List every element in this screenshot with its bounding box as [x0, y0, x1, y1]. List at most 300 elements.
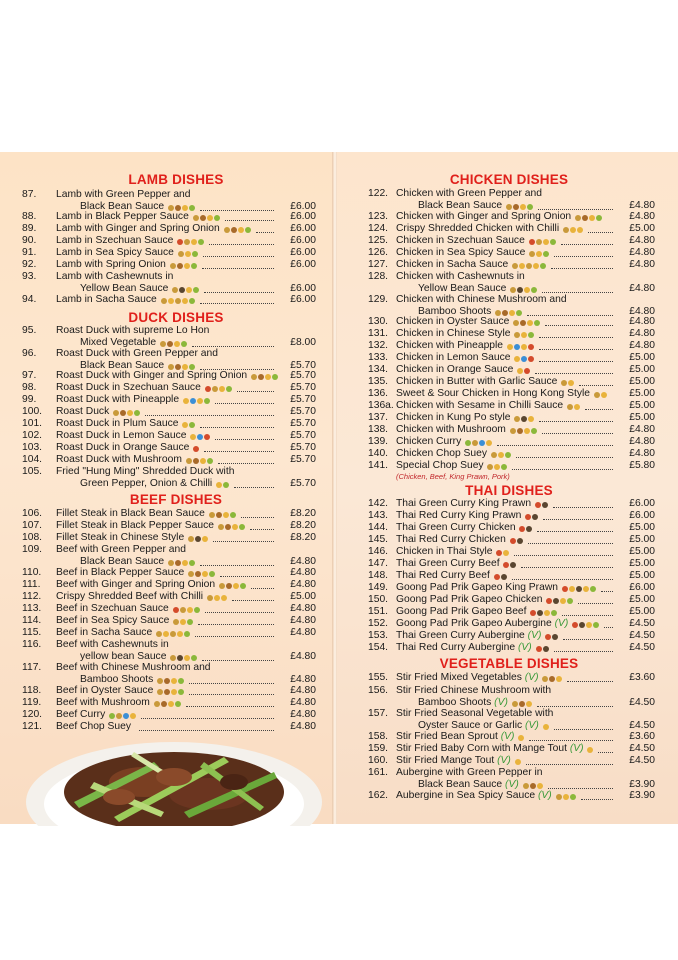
item-number: 159. — [368, 743, 389, 754]
dietary-icons — [525, 511, 539, 519]
dish-ingredient-icon — [512, 701, 518, 707]
item-name-text: Roast Duck — [56, 406, 110, 417]
dotted-leader — [209, 244, 274, 245]
item-number: 90. — [22, 235, 37, 246]
item-name — [56, 442, 201, 454]
item-name-text: Chicken with Sesame in Chilli Sauce — [396, 400, 564, 411]
dish-ingredient-icon — [544, 610, 550, 616]
item-number: 151. — [368, 606, 389, 617]
dotted-leader — [539, 361, 613, 362]
dish-ingredient-icon — [553, 598, 559, 604]
item-number: 96. — [22, 348, 37, 359]
item-name — [56, 466, 234, 478]
item-price: £4.80 — [629, 436, 655, 447]
item-tail — [187, 430, 213, 441]
dietary-icons — [575, 212, 603, 220]
dish-ingredient-icon — [545, 634, 551, 640]
dish-ingredient-icon — [193, 458, 199, 464]
item-name-text: Aubergine with Green Pepper in — [396, 767, 543, 778]
item-name — [56, 685, 186, 697]
dish-ingredient-icon — [587, 747, 593, 753]
dish-ingredient-icon — [529, 239, 535, 245]
dotted-leader — [186, 706, 274, 707]
dish-ingredient-icon — [177, 263, 183, 269]
item-name-text: Chicken in Oyster Sauce — [396, 316, 510, 327]
item-price: £6.00 — [290, 283, 316, 294]
dish-ingredient-icon — [563, 794, 569, 800]
dietary-icons — [190, 431, 211, 439]
item-number: 127. — [368, 259, 389, 270]
dietary-icons — [542, 673, 563, 681]
dish-ingredient-icon — [178, 678, 184, 684]
dotted-leader — [192, 346, 274, 347]
dish-ingredient-icon — [517, 287, 523, 293]
dish-ingredient-icon — [197, 434, 203, 440]
item-number: 143. — [368, 510, 389, 521]
item-name-text: Thai Red Curry King Prawn — [396, 510, 522, 521]
dish-ingredient-icon — [216, 482, 222, 488]
dish-ingredient-icon — [520, 204, 526, 210]
item-number: 145. — [368, 534, 389, 545]
item-name — [56, 662, 211, 674]
dish-ingredient-icon — [168, 364, 174, 370]
dotted-leader — [200, 303, 274, 304]
dietary-icons — [183, 395, 211, 403]
item-name — [396, 259, 548, 271]
dotted-leader — [567, 681, 613, 682]
dotted-leader — [189, 683, 274, 684]
item-name-text: Stir Fried Mixed Vegetables — [396, 672, 522, 683]
item-name — [396, 570, 509, 582]
dish-ingredient-icon — [561, 380, 567, 386]
dish-ingredient-icon — [526, 526, 532, 532]
item-tail — [567, 743, 595, 754]
item-tail — [506, 534, 525, 545]
item-tail — [500, 558, 519, 569]
item-tail — [201, 382, 234, 393]
dish-ingredient-icon — [245, 227, 251, 233]
dish-ingredient-icon — [519, 526, 525, 532]
dotted-leader — [203, 256, 274, 257]
item-price: £6.00 — [290, 223, 316, 234]
item-price: £6.00 — [290, 294, 316, 305]
item-tail — [525, 235, 558, 246]
item-name — [396, 340, 536, 352]
item-name-text: Thai Red Curry Aubergine — [396, 642, 516, 653]
item-name — [56, 325, 209, 337]
section-title: DUCK DISHES — [128, 310, 224, 325]
item-tail — [205, 508, 238, 519]
dish-ingredient-icon — [569, 586, 575, 592]
item-price: £4.80 — [290, 685, 316, 696]
item-name-text: Chicken with Pineapple — [396, 340, 504, 351]
item-name — [56, 294, 197, 306]
dish-ingredient-icon — [183, 398, 189, 404]
dietary-icons — [561, 377, 575, 385]
dish-ingredient-icon — [506, 204, 512, 210]
vegetarian-mark: (V) — [537, 790, 552, 801]
dish-ingredient-icon — [531, 287, 537, 293]
dotted-leader — [512, 469, 613, 470]
section-title: CHICKEN DISHES — [449, 172, 569, 187]
item-name-text: Chicken with Mushroom — [396, 424, 506, 435]
item-price: £5.00 — [629, 570, 655, 581]
dietary-icons — [519, 523, 533, 531]
dietary-icons — [563, 224, 584, 232]
item-name-text: Beef with Cashewnuts in — [56, 639, 169, 650]
item-name — [56, 235, 206, 247]
dish-ingredient-icon — [187, 619, 193, 625]
item-price: £5.00 — [629, 606, 655, 617]
dish-ingredient-icon — [521, 416, 527, 422]
dish-ingredient-icon — [570, 227, 576, 233]
item-name-text: Goong Pad Prik Gapeo Beef — [396, 606, 527, 617]
item-number: 136. — [368, 388, 389, 399]
item-name-text: Thai Green Curry King Prawn — [396, 498, 532, 509]
dish-ingredient-icon — [194, 607, 200, 613]
item-name-text: Lamb in Black Pepper Sauce — [56, 211, 189, 222]
item-tail — [493, 546, 512, 557]
item-number: 133. — [368, 352, 389, 363]
dish-ingredient-icon — [567, 598, 573, 604]
item-name — [396, 743, 595, 755]
item-name — [396, 546, 511, 558]
item-name-continued — [80, 478, 231, 490]
dish-ingredient-icon — [204, 434, 210, 440]
item-name-continued-text: Black Bean Sauce — [80, 360, 165, 371]
item-name — [396, 685, 551, 697]
dish-ingredient-icon — [189, 298, 195, 304]
dish-ingredient-icon — [188, 571, 194, 577]
dotted-leader — [202, 660, 274, 661]
dish-ingredient-icon — [189, 205, 195, 211]
item-tail — [169, 603, 202, 614]
dish-ingredient-icon — [586, 622, 592, 628]
item-number: 148. — [368, 570, 389, 581]
dotted-leader — [200, 427, 274, 428]
item-price: £5.70 — [290, 454, 316, 465]
item-name — [56, 189, 191, 201]
item-name-text: Crispy Shredded Beef with Chilli — [56, 591, 204, 602]
item-name-text: Stir Fried Chinese Mushroom with — [396, 685, 552, 696]
dotted-leader — [225, 220, 274, 221]
dish-ingredient-icon — [195, 536, 201, 542]
item-number: 134. — [368, 364, 389, 375]
item-tail — [503, 340, 536, 351]
item-name-continued-text: Black Bean Sauce — [80, 556, 165, 567]
dish-ingredient-icon — [528, 332, 534, 338]
dish-ingredient-icon — [175, 364, 181, 370]
dish-ingredient-icon — [495, 310, 501, 316]
item-price: £6.00 — [290, 259, 316, 270]
item-name-text: Chicken in Lemon Sauce — [396, 352, 511, 363]
dish-ingredient-icon — [501, 464, 507, 470]
dish-ingredient-icon — [536, 239, 542, 245]
item-number: 97. — [22, 370, 37, 381]
item-name — [56, 430, 212, 442]
item-tail — [557, 376, 576, 387]
dietary-icons — [207, 592, 228, 600]
dish-ingredient-icon — [531, 428, 537, 434]
dish-ingredient-icon — [200, 458, 206, 464]
dish-ingredient-icon — [549, 676, 555, 682]
dish-ingredient-icon — [593, 622, 599, 628]
dish-ingredient-icon — [551, 610, 557, 616]
dish-ingredient-icon — [173, 619, 179, 625]
item-price: £5.80 — [629, 460, 655, 471]
item-name-text: Roast Duck with Mushroom — [56, 454, 182, 465]
section-note: (Chicken, Beef, King Prawn, Pork) — [396, 472, 510, 481]
item-name — [396, 412, 536, 424]
dish-ingredient-icon — [204, 398, 210, 404]
dish-ingredient-icon — [168, 298, 174, 304]
dish-ingredient-icon — [533, 263, 539, 269]
item-name-text: Roast Duck with Pineapple — [56, 394, 180, 405]
dish-ingredient-icon — [513, 204, 519, 210]
dish-ingredient-icon — [134, 410, 140, 416]
dietary-icons — [562, 583, 597, 591]
item-name-text: Roast Duck in Szechuan Sauce — [56, 382, 201, 393]
item-price: £3.60 — [629, 731, 655, 742]
item-tail — [498, 731, 526, 742]
dish-ingredient-icon — [195, 571, 201, 577]
item-price: £5.00 — [629, 364, 655, 375]
vegetarian-mark: (V) — [505, 779, 519, 790]
item-name — [56, 211, 222, 223]
dish-ingredient-icon — [120, 410, 126, 416]
item-price: £5.70 — [290, 418, 316, 429]
section-title: BEEF DISHES — [129, 492, 223, 507]
dish-ingredient-icon — [465, 440, 471, 446]
dish-ingredient-icon — [530, 610, 536, 616]
dish-ingredient-icon — [223, 512, 229, 518]
item-number: 119. — [22, 697, 42, 708]
dish-ingredient-icon — [526, 701, 532, 707]
item-name-text: Chicken in Szechuan Sauce — [396, 235, 525, 246]
item-price: £6.00 — [290, 211, 316, 222]
item-number: 129. — [368, 294, 389, 305]
dish-ingredient-icon — [214, 595, 220, 601]
item-name — [56, 223, 253, 235]
dotted-leader — [539, 337, 613, 338]
item-price: £4.80 — [629, 448, 655, 459]
dish-ingredient-icon — [532, 514, 538, 520]
dietary-icons — [514, 353, 535, 361]
dotted-leader — [554, 256, 613, 257]
item-name-text: Roast Duck in Plum Sauce — [56, 418, 179, 429]
dietary-icons — [546, 595, 574, 603]
dotted-leader — [581, 799, 613, 800]
dietary-icons — [178, 248, 199, 256]
item-tail — [510, 412, 536, 423]
dotted-leader — [529, 740, 613, 741]
dish-ingredient-icon — [540, 263, 546, 269]
item-name-text: Aubergine in Sea Spicy Sauce — [396, 790, 536, 801]
item-price: £5.70 — [290, 406, 316, 417]
item-price: £4.80 — [629, 340, 655, 351]
dietary-icons — [518, 732, 525, 740]
item-price: £5.00 — [629, 412, 655, 423]
item-tail — [461, 436, 494, 447]
item-name — [396, 534, 525, 546]
item-price: £4.80 — [290, 579, 316, 590]
dietary-icons — [510, 425, 538, 433]
item-name-text: Lamb in Sea Spicy Sauce — [56, 247, 174, 258]
dotted-leader — [232, 600, 274, 601]
dish-ingredient-icon — [224, 227, 230, 233]
item-tail — [173, 235, 206, 246]
dietary-icons — [536, 643, 550, 651]
dotted-leader — [537, 706, 613, 707]
dish-ingredient-icon — [514, 332, 520, 338]
dietary-icons — [205, 383, 233, 391]
dish-ingredient-icon — [161, 701, 167, 707]
item-tail — [153, 685, 186, 696]
item-name — [396, 510, 540, 522]
item-number: 113. — [22, 603, 42, 614]
dish-ingredient-icon — [240, 583, 246, 589]
dish-ingredient-icon — [536, 251, 542, 257]
dish-ingredient-icon — [550, 239, 556, 245]
section-title: LAMB DISHES — [128, 172, 224, 187]
dish-ingredient-icon — [517, 368, 523, 374]
item-name-text: Beef in Black Pepper Sauce — [56, 567, 185, 578]
dish-ingredient-icon — [116, 713, 122, 719]
item-name — [396, 247, 551, 259]
dish-ingredient-icon — [200, 215, 206, 221]
dish-ingredient-icon — [501, 574, 507, 580]
dish-ingredient-icon — [175, 298, 181, 304]
dotted-leader — [553, 507, 613, 508]
dish-ingredient-icon — [543, 646, 549, 652]
item-name-text: Goong Pad Prik Gapeo Chicken — [396, 594, 543, 605]
dotted-leader — [545, 325, 613, 326]
item-name — [56, 591, 229, 603]
item-name-text: Special Chop Suey — [396, 460, 484, 471]
dish-ingredient-icon — [479, 440, 485, 446]
item-price: £5.00 — [629, 534, 655, 545]
dish-ingredient-icon — [529, 251, 535, 257]
dietary-icons — [496, 547, 510, 555]
dotted-leader — [542, 433, 613, 434]
dotted-leader — [561, 244, 613, 245]
dish-ingredient-icon — [472, 440, 478, 446]
item-name-text: Lamb in Szechuan Sauce — [56, 235, 174, 246]
dietary-icons — [507, 341, 535, 349]
dish-ingredient-icon — [198, 239, 204, 245]
dish-ingredient-icon — [515, 759, 521, 765]
dotted-leader — [548, 788, 613, 789]
dish-ingredient-icon — [191, 655, 197, 661]
dietary-icons — [188, 568, 216, 576]
item-tail — [522, 672, 564, 683]
item-name — [396, 364, 532, 376]
beef-chop-suey-photo — [24, 722, 324, 826]
item-tail — [525, 247, 551, 258]
item-number: 123. — [368, 211, 389, 222]
dish-ingredient-icon — [189, 364, 195, 370]
dish-ingredient-icon — [526, 263, 532, 269]
item-number: 154. — [368, 642, 389, 653]
dietary-icons — [491, 449, 512, 457]
dish-ingredient-icon — [563, 227, 569, 233]
dish-ingredient-icon — [161, 298, 167, 304]
dish-ingredient-icon — [530, 783, 536, 789]
item-name-text: Roast Duck in Orange Sauce — [56, 442, 190, 453]
dietary-icons — [216, 479, 230, 487]
item-number: 140. — [368, 448, 389, 459]
vegetarian-mark: (V) — [569, 743, 584, 754]
dietary-icons — [495, 307, 523, 315]
dish-ingredient-icon — [218, 524, 224, 530]
dotted-leader — [141, 718, 274, 719]
item-name-text: Lamb with Ginger and Spring Onion — [56, 223, 220, 234]
dish-ingredient-icon — [192, 251, 198, 257]
dietary-icons — [594, 389, 608, 397]
dish-ingredient-icon — [202, 536, 208, 542]
item-number: 120. — [22, 709, 43, 720]
item-tail — [509, 316, 542, 327]
dietary-icons — [170, 652, 198, 660]
item-name-text: Roast Duck with supreme Lo Hon — [56, 325, 210, 336]
dietary-icons — [529, 248, 550, 256]
dietary-icons — [567, 401, 581, 409]
dietary-icons — [572, 619, 600, 627]
item-number: 142. — [368, 498, 389, 509]
item-price: £5.00 — [290, 591, 316, 602]
item-tail — [506, 424, 539, 435]
dietary-icons — [109, 710, 137, 718]
item-number: 121. — [22, 721, 43, 732]
item-name — [396, 328, 536, 340]
dish-ingredient-icon — [223, 482, 229, 488]
item-price: £3.90 — [629, 779, 655, 790]
item-number: 125. — [368, 235, 389, 246]
dish-ingredient-icon — [556, 676, 562, 682]
item-name — [396, 582, 598, 594]
dotted-leader — [220, 576, 274, 577]
dietary-icons — [587, 744, 594, 752]
dish-ingredient-icon — [164, 689, 170, 695]
item-price: £5.00 — [629, 223, 655, 234]
dish-ingredient-icon — [542, 676, 548, 682]
item-price: £5.00 — [629, 376, 655, 387]
dietary-icons — [506, 201, 534, 209]
item-number: 135. — [368, 376, 389, 387]
dietary-icons — [494, 571, 508, 579]
dish-ingredient-icon — [189, 560, 195, 566]
item-number: 107. — [22, 520, 43, 531]
dish-ingredient-icon — [130, 713, 136, 719]
dish-ingredient-icon — [226, 583, 232, 589]
dish-ingredient-icon — [589, 215, 595, 221]
dietary-icons — [535, 499, 549, 507]
dish-ingredient-icon — [562, 586, 568, 592]
item-tail — [157, 294, 197, 305]
dietary-icons — [543, 721, 550, 729]
item-name-text: Beef in Sea Spicy Sauce — [56, 615, 170, 626]
dish-ingredient-icon — [160, 341, 166, 347]
dish-ingredient-icon — [172, 287, 178, 293]
dish-ingredient-icon — [576, 586, 582, 592]
dish-ingredient-icon — [171, 678, 177, 684]
item-name-continued-text: Black Bean Sauce — [418, 779, 503, 790]
dish-ingredient-icon — [502, 310, 508, 316]
item-name-continued-text: Mixed Vegetable — [80, 337, 157, 348]
dish-ingredient-icon — [528, 344, 534, 350]
dish-ingredient-icon — [523, 783, 529, 789]
item-name-text: Thai Red Curry Chicken — [396, 534, 506, 545]
